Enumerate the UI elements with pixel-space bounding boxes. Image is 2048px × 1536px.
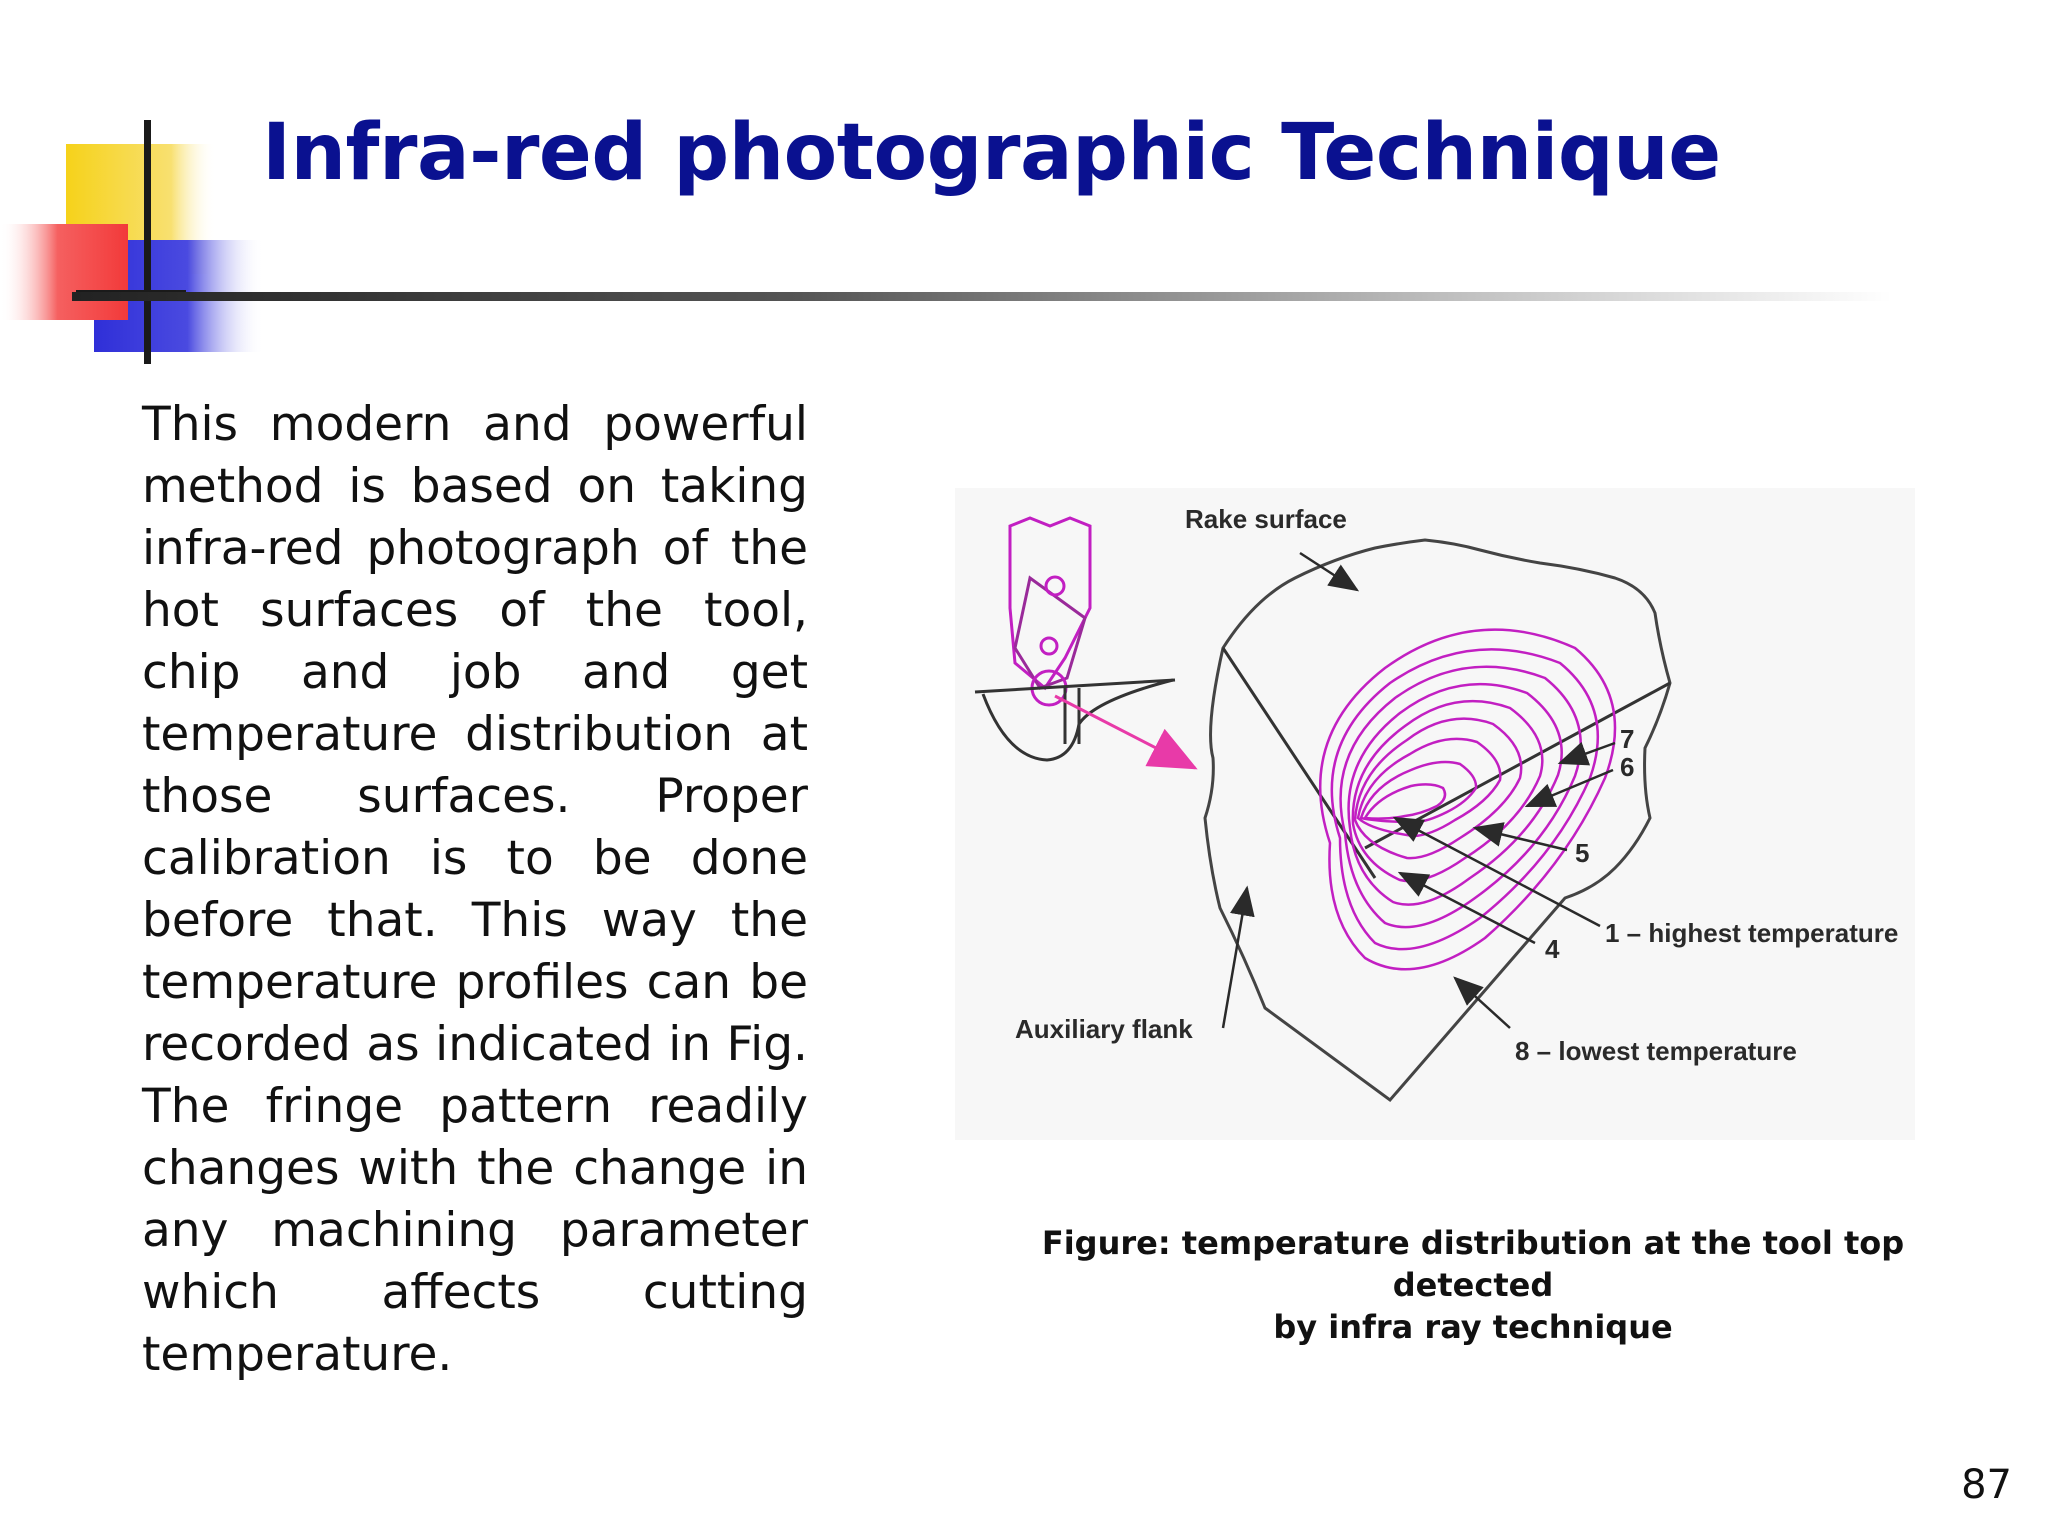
label-lowest-temperature: 8 – lowest temperature [1515,1036,1797,1066]
label-highest-temperature: 1 – highest temperature [1605,918,1899,948]
figure-caption [958,1222,1988,1348]
slide-title: Infra-red photographic Technique [262,108,1721,198]
deco-red-square [0,224,128,320]
label-contour-7: 7 [1620,724,1635,754]
label-auxiliary-flank: Auxiliary flank [1015,1014,1193,1044]
temperature-diagram [955,488,1915,1140]
page-number: 87 [1961,1462,2012,1508]
caption-line-1: Figure: temperature distribution at the tool top detected [1041,1224,1905,1304]
title-underline [72,292,1892,301]
label-contour-4: 4 [1545,934,1560,964]
label-rake-surface: Rake surface [1185,504,1347,534]
label-contour-5: 5 [1575,838,1590,868]
body-paragraph: This modern and powerful method is based on taking infra-red photograph of the hot surfaces of the tool, chip and job and get temperature distribution at those surfaces. Proper calibration is to be done before that. This way the temperature profiles can be recorded as indicated in Fig. The fringe pattern readily changes with the change in any machining parameter which affects cutting temperature. [142,397,808,1382]
deco-vertical-bar [144,120,151,364]
label-contour-6: 6 [1620,752,1635,782]
caption-line-2: by infra ray technique [1273,1308,1673,1346]
